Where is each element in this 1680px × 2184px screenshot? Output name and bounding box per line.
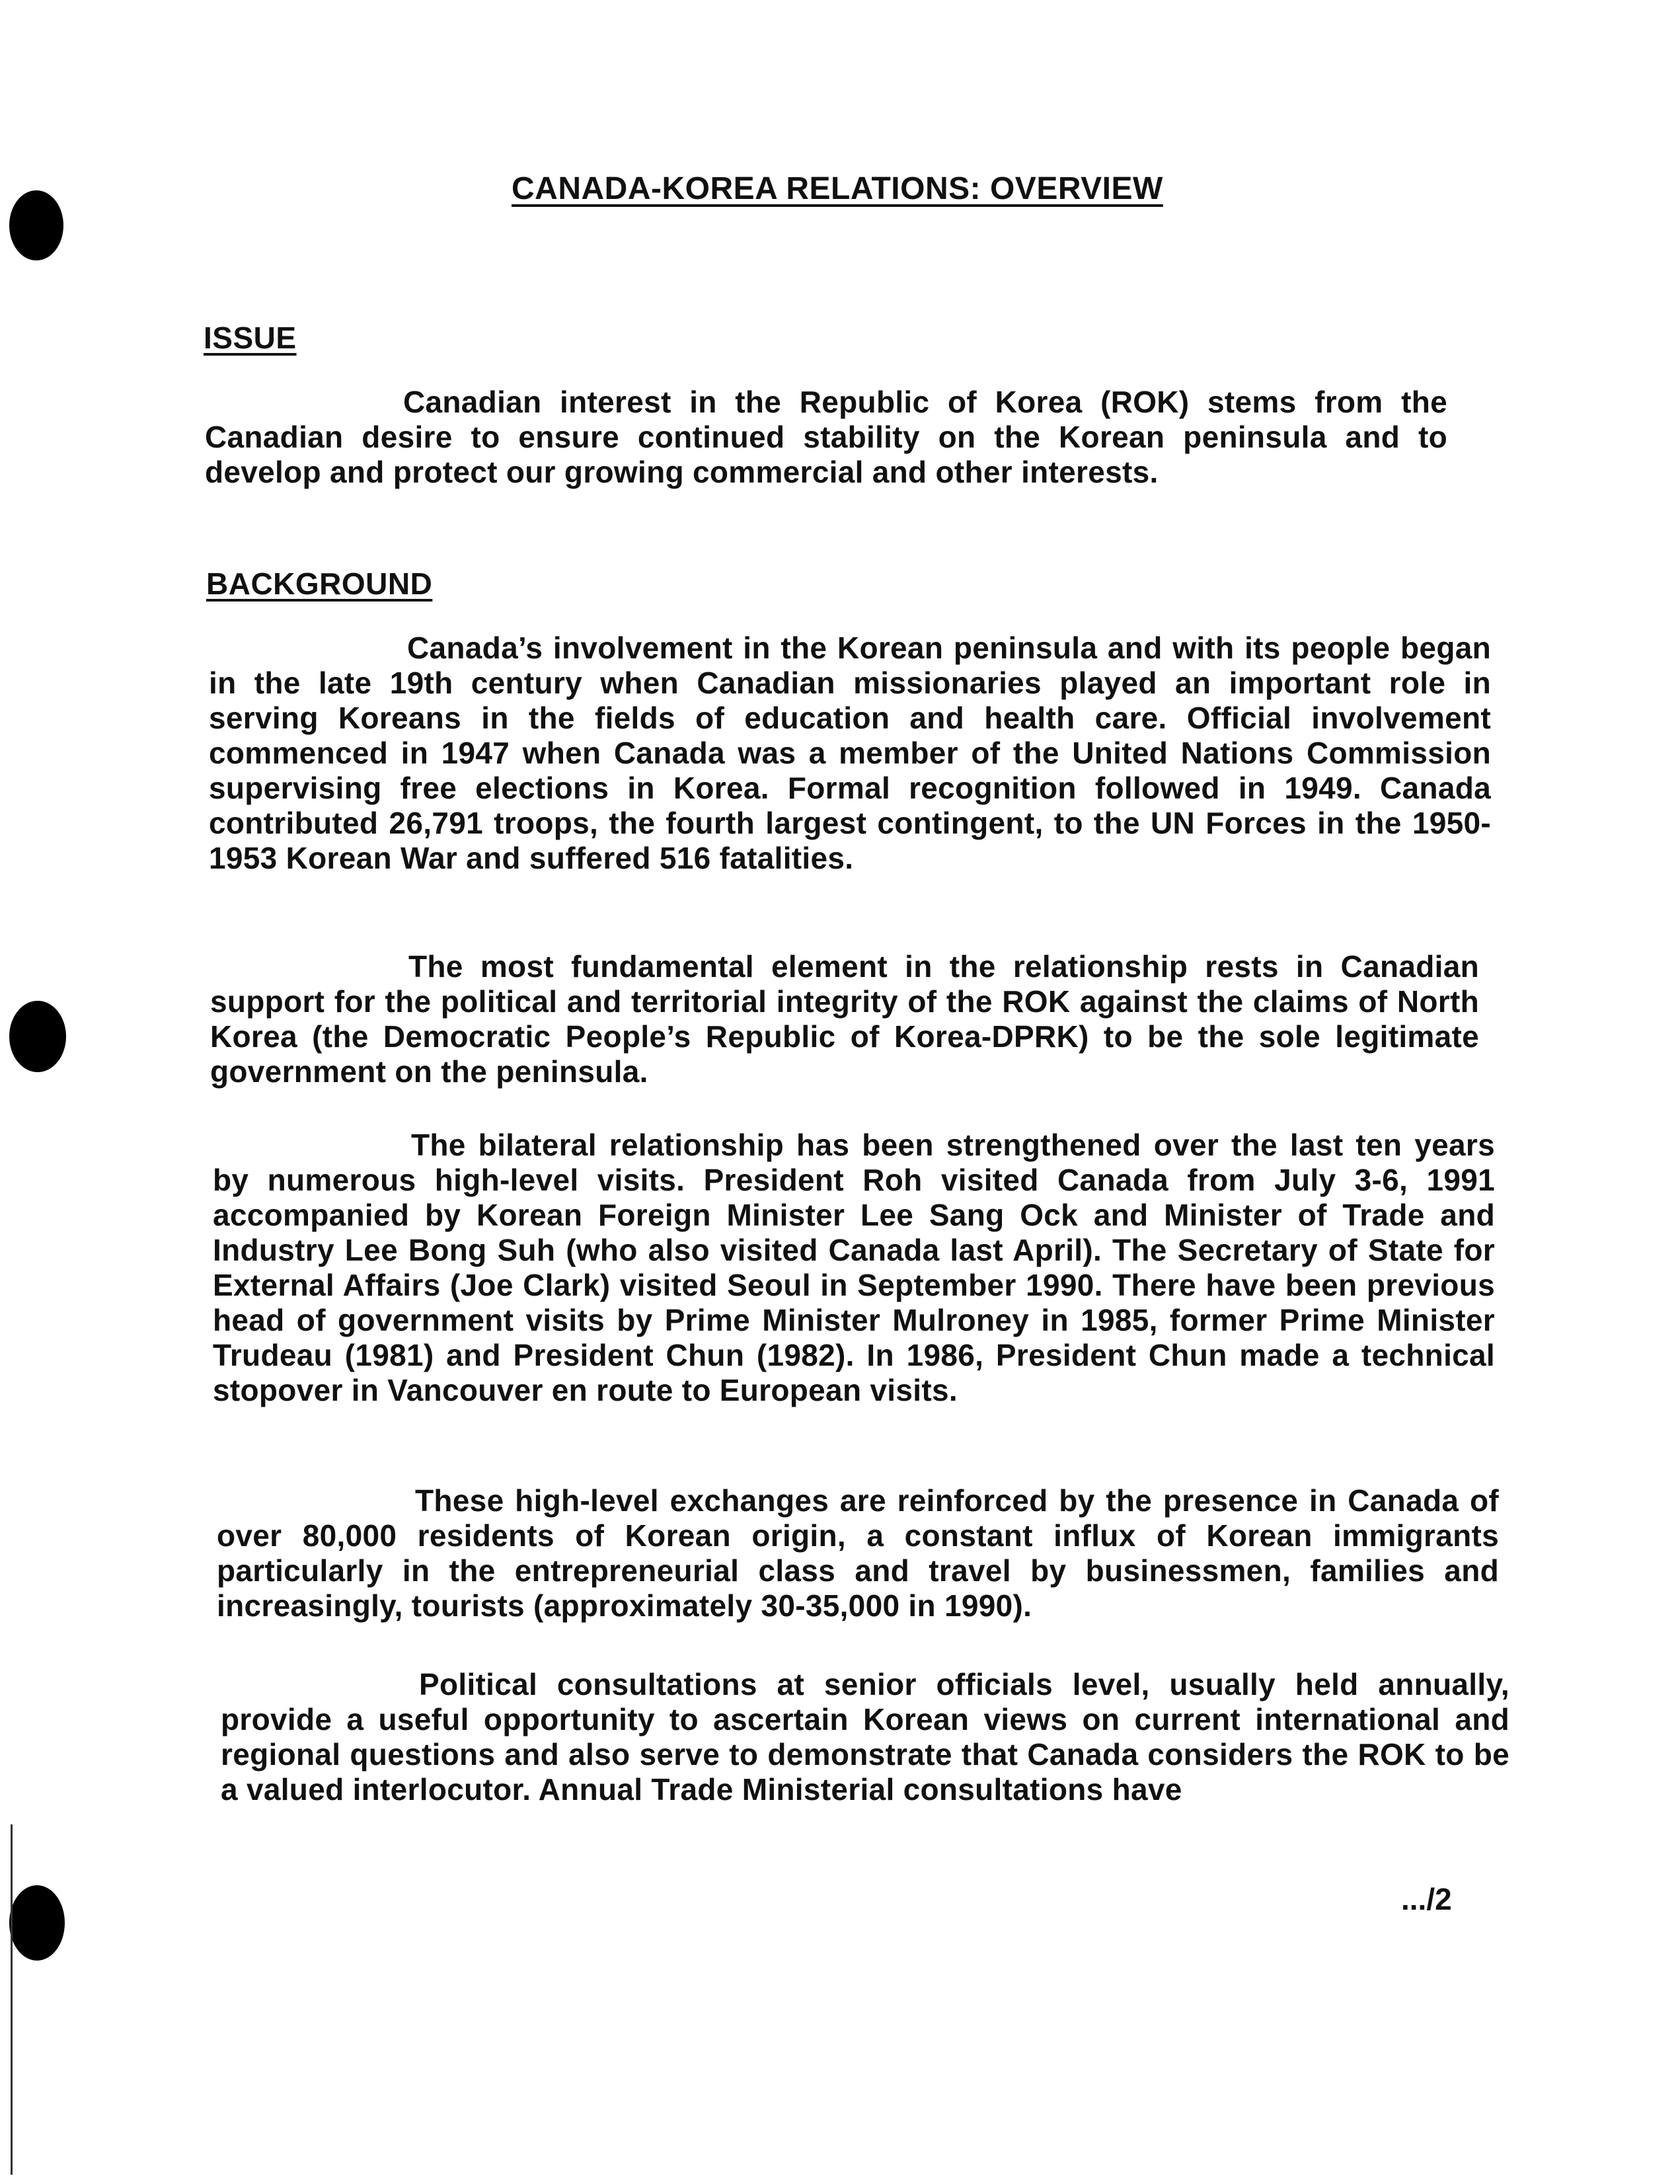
background-paragraph-5: Political consultations at senior officials level, usually held annually, provide a useful opportunity to ascertain Korean views on current international and regional questions and also serve to demonstrate that Canada considers the ROK to be a valued interlocutor. Annual Trade Ministerial consultations have	[221, 1667, 1509, 1807]
punch-hole	[9, 1885, 65, 1961]
section-heading-background: BACKGROUND	[206, 566, 433, 601]
section-heading-issue: ISSUE	[204, 321, 297, 355]
document-title: CANADA-KOREA RELATIONS: OVERVIEW	[512, 171, 1163, 206]
issue-paragraph: Canadian interest in the Republic of Korea (ROK) stems from the Canadian desire to ensure continued stability on the Korean peninsula and to develop and protect our growing commercial and other interests.	[205, 385, 1447, 489]
background-paragraph-4: These high-level exchanges are reinforced by the presence in Canada of over 80,000 residents of Korean origin, a constant influx of Korean immigrants particularly in the entrepreneurial class and travel by businessmen, families and increasingly, tourists (approximately 30-35,000 in 1990).	[217, 1483, 1499, 1623]
page-continuation-marker: .../2	[1401, 1882, 1452, 1916]
background-paragraph-2: The most fundamental element in the relationship rests in Canadian support for the political and territorial integrity of the ROK against the claims of North Korea (the Democratic People’s Republic of Korea-DPRK) to be the sole legitimate government on the peninsula.	[210, 949, 1479, 1089]
punch-hole	[9, 1001, 66, 1072]
page-edge-line	[11, 1824, 13, 2175]
background-paragraph-3: The bilateral relationship has been strengthened over the last ten years by numerous high-level visits. President Roh visited Canada from July 3-6, 1991 accompanied by Korean Foreign Minister Lee Sang Ock and Minister of Trade and Industry Lee Bong Suh (who also visited Canada last April). The Secretary of State for External Affairs (Joe Clark) visited Seoul in September 1990. There have been previous head of government visits by Prime Minister Mulroney in 1985, former Prime Minister Trudeau (1981) and President Chun (1982). In 1986, President Chun made a technical stopover in Vancouver en route to European visits.	[213, 1128, 1495, 1407]
punch-hole	[9, 190, 63, 260]
background-paragraph-1: Canada’s involvement in the Korean peninsula and with its people began in the late 19th century when Canadian missionaries played an important role in serving Koreans in the fields of education and health care. Official involvement commenced in 1947 when Canada was a member of the United Nations Commission supervising free elections in Korea. Formal recognition followed in 1949. Canada contributed 26,791 troops, the fourth largest contingent, to the UN Forces in the 1950-1953 Korean War and suffered 516 fatalities.	[209, 631, 1491, 875]
